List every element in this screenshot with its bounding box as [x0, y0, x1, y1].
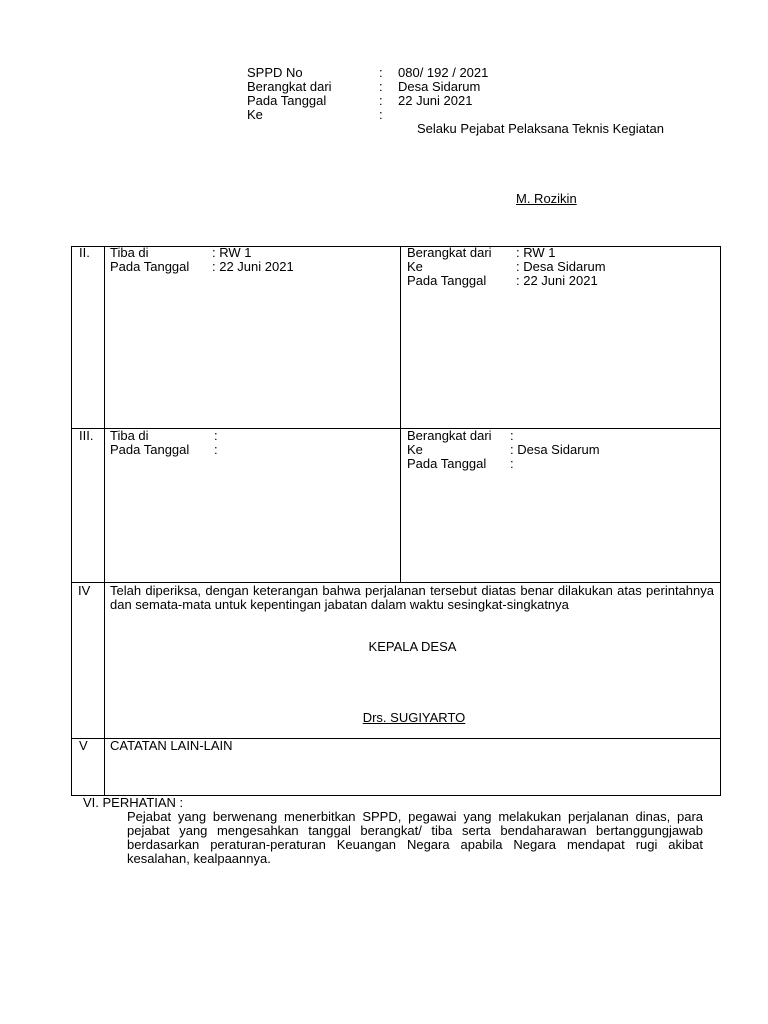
section-2-tanggal-label: Pada Tanggal: [110, 259, 190, 274]
pada-tanggal-colon: :: [379, 93, 383, 108]
section-3-ke-label: Ke: [407, 442, 423, 457]
section-2-ke-label: Ke: [407, 259, 423, 274]
perhatian-text: Pejabat yang berwenang menerbitkan SPPD, pegawai yang melakukan perjalanan dinas, para pejabat yang mengesahkan tanggal berangkat/ tiba serta bendaharawan bertanggungjawab berdasarkan peraturan-peraturan Keuangan Negara apabila Negara mendapat rugi akibat kesalahan, kealpaannya.: [127, 809, 703, 866]
section-2-right-tanggal-label: Pada Tanggal: [407, 273, 487, 288]
sppd-no-label: SPPD No: [247, 65, 303, 80]
section-3-right-tanggal-label: Pada Tanggal: [407, 456, 487, 471]
pada-tanggal-label: Pada Tanggal: [247, 93, 327, 108]
ke-label: Ke: [247, 107, 263, 122]
berangkat-dari-value: Desa Sidarum: [398, 79, 481, 94]
kepala-desa-name-wrap: [104, 711, 724, 725]
sppd-no-colon: :: [379, 65, 383, 80]
section-2-berangkat-label: Berangkat dari: [407, 245, 492, 260]
section-3-tanggal-label: Pada Tanggal: [110, 442, 190, 457]
section-5-number: V: [79, 738, 88, 753]
pada-tanggal-value: 22 Juni 2021: [398, 93, 473, 108]
section-2-right-tanggal-value: : 22 Juni 2021: [516, 273, 598, 288]
section-4-number: IV: [78, 583, 91, 598]
section-3-tanggal-value: :: [214, 442, 218, 457]
section-2-ke-value: : Desa Sidarum: [516, 259, 606, 274]
section-4-statement: Telah diperiksa, dengan keterangan bahwa perjalanan tersebut diatas benar dilakukan atas perintahnya dan semata-mata untuk kepentingan jabatan dalam waktu sesingkat-singkatnya: [110, 583, 714, 612]
official-title: Selaku Pejabat Pelaksana Teknis Kegiatan: [417, 121, 664, 136]
ke-colon: :: [379, 107, 383, 122]
section-2-berangkat-value: : RW 1: [516, 245, 556, 260]
section-2-tanggal-value: : 22 Juni 2021: [212, 259, 294, 274]
berangkat-dari-colon: :: [379, 79, 383, 94]
section-3-ke-value: : Desa Sidarum: [510, 442, 600, 457]
berangkat-dari-label: Berangkat dari: [247, 79, 332, 94]
catatan-lain-label: CATATAN LAIN-LAIN: [110, 738, 233, 753]
section-3-berangkat-value: :: [510, 428, 514, 443]
section-2-tiba-value: : RW 1: [212, 245, 252, 260]
kepala-desa-title: KEPALA DESA: [368, 639, 457, 654]
official-name: M. Rozikin: [516, 191, 577, 206]
section-3-tiba-value: :: [214, 428, 218, 443]
sppd-no-value: 080/ 192 / 2021: [398, 65, 489, 80]
section-3-number: III.: [79, 428, 94, 443]
middle-column-divider: [400, 246, 401, 583]
kepala-desa-name: Drs. SUGIYARTO: [362, 710, 466, 725]
row-divider-2: [71, 428, 721, 429]
section-2-number: II.: [79, 245, 90, 260]
section-2-tiba-label: Tiba di: [110, 245, 149, 260]
section-3-right-tanggal-value: :: [510, 456, 514, 471]
section-3-berangkat-label: Berangkat dari: [407, 428, 492, 443]
section-3-tiba-label: Tiba di: [110, 428, 149, 443]
perhatian-heading: VI. PERHATIAN :: [83, 795, 184, 810]
